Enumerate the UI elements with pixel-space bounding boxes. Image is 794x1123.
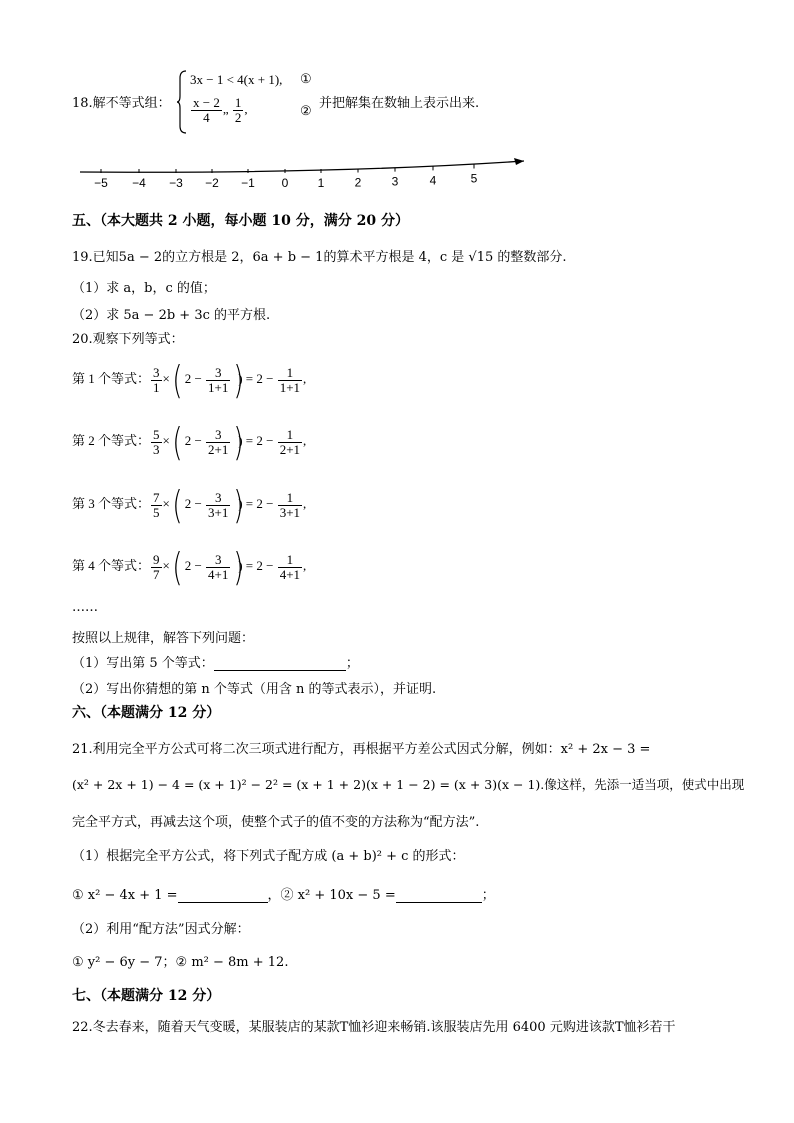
- answer-blank-1[interactable]: [178, 888, 268, 903]
- q21-part2: （2）利用“配方法”因式分解：: [72, 922, 250, 937]
- number-line-label: 4: [429, 173, 437, 188]
- q20-ellipsis: ……: [72, 600, 98, 615]
- q18-ineq1: 3x − 1 < 4(x + 1),: [190, 72, 283, 87]
- number-line-label: 0: [281, 176, 289, 190]
- number-line-label: −3: [169, 176, 183, 190]
- q20-equation: 第 2 个等式： $\frac{5}{3}$ ×( 2 − $\frac{3}{2+1}$ )) = 2 − $\frac{1}{2+1}$ ,: [72, 420, 307, 464]
- q20-equation: 第 1 个等式： $\frac{3}{1}$ ×( 2 − $\frac{3}{1+1}$ )) = 2 − $\frac{1}{1+1}$ ,: [72, 358, 307, 402]
- q19-part1: （1）求 a，b，c 的值；: [72, 281, 216, 296]
- q21-line1: 21.利用完全平方公式可将二次三项式进行配方，再根据平方差公式因式分解，例如：x² + 2x − 3 =: [72, 742, 651, 757]
- q20-equation: 第 4 个等式： $\frac{9}{7}$ ×( 2 − $\frac{3}{4+1}$ )) = 2 − $\frac{1}{4+1}$ ,: [72, 545, 307, 589]
- q21-line2: (x² + 2x + 1) − 4 = (x + 1)² − 2² = (x + 1 + 2)(x + 1 − 2) = (x + 3)(x − 1).像这样，先添一适当项，使式中出现: [72, 777, 745, 792]
- section7-title: 七、（本题满分 12 分）: [72, 988, 221, 1004]
- q22-line1: 22.冬去春来，随着天气变暖，某服装店的某款T恤衫迎来畅销.该服装店先用 6400 元购进该款T恤衫若干: [72, 1020, 676, 1035]
- number-line-label: −5: [94, 176, 108, 190]
- q18-ineq2: $\frac{x - 2}{4}$ „ $\frac{1}{2}$ ,: [193, 95, 248, 125]
- q18-suffix: 并把解集在数轴上表示出来.: [319, 96, 480, 111]
- q19-part2: （2）求 5a − 2b + 3c 的平方根.: [72, 308, 271, 323]
- number-line-label: 1: [317, 175, 325, 190]
- q18-mark2: ②: [300, 104, 312, 119]
- q20-intro: 20.观察下列等式：: [72, 332, 184, 347]
- number-line-label: 2: [354, 175, 362, 190]
- number-line-label: 3: [391, 174, 399, 189]
- number-line: [72, 152, 532, 196]
- q21-part1-items: ① x² − 4x + 1 = ，② x² + 10x − 5 = ；: [72, 888, 495, 903]
- q21-line3: 完全平方式，再减去这个项，使整个式子的值不变的方法称为“配方法”.: [72, 815, 480, 830]
- brace-icon: [176, 70, 188, 134]
- q20-part1: （1）写出第 5 个等式： ；: [72, 656, 359, 671]
- q18-prefix: 18.解不等式组：: [72, 96, 171, 111]
- q20-part2: （2）写出你猜想的第 n 个等式（用含 n 的等式表示），并证明.: [72, 682, 437, 697]
- section5-title: 五、（本大题共 2 小题，每小题 10 分，满分 20 分）: [72, 213, 409, 229]
- q19-line: 19.已知5a − 2的立方根是 2，6a + b − 1的算术平方根是 4，c 是 √15 的整数部分.: [72, 250, 567, 265]
- number-line-label: −1: [241, 176, 255, 190]
- number-line-label: 5: [470, 171, 478, 186]
- number-line-label: −4: [132, 176, 146, 190]
- answer-blank-2[interactable]: [396, 888, 482, 903]
- q20-equation: 第 3 个等式： $\frac{7}{5}$ ×( 2 − $\frac{3}{3+1}$ )) = 2 − $\frac{1}{3+1}$ ,: [72, 483, 307, 527]
- section6-title: 六、（本题满分 12 分）: [72, 705, 221, 721]
- q20-prompt: 按照以上规律，解答下列问题：: [72, 631, 255, 646]
- number-line-label: −2: [205, 176, 219, 190]
- q18-system: [176, 70, 316, 134]
- q21-part2-items: ① y² − 6y − 7；② m² − 8m + 12.: [72, 955, 289, 970]
- answer-blank[interactable]: [214, 656, 346, 671]
- q18-mark1: ①: [300, 72, 312, 87]
- q21-part1: （1）根据完全平方公式，将下列式子配方成 (a + b)² + c 的形式：: [72, 849, 465, 864]
